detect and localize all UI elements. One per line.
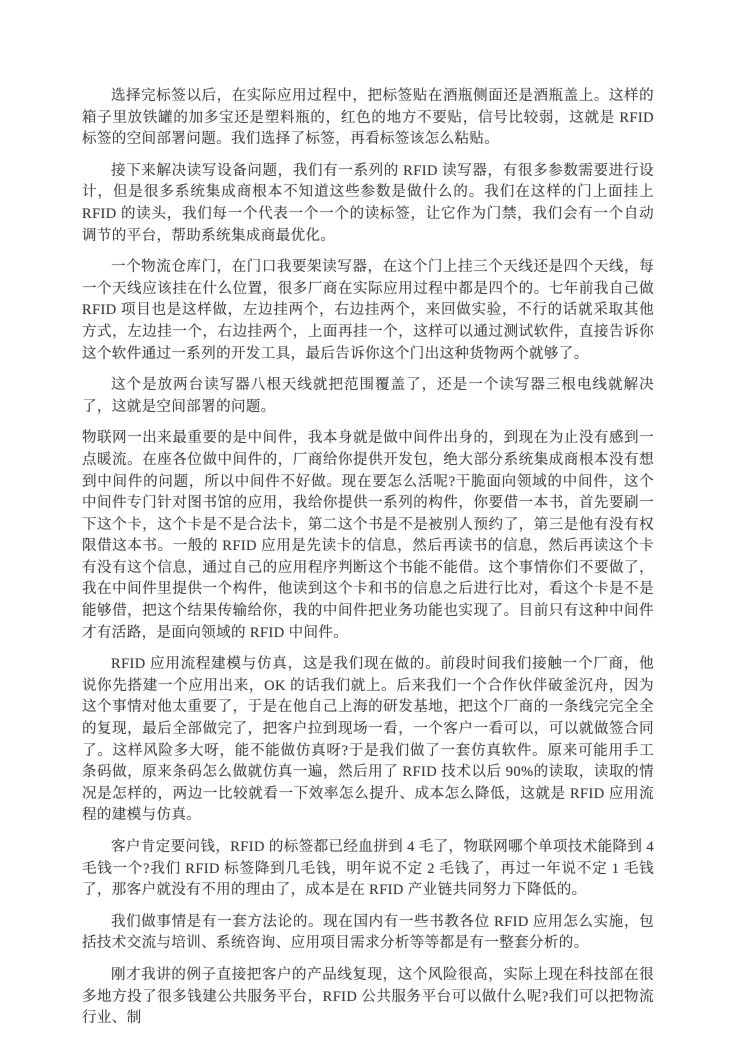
paragraph: 我们做事情是有一套方法论的。现在国内有一些书教各位 RFID 应用怎么实施，包括技术交流与培训、系统咨询、应用项目需求分析等等都是有一整套分析的。 — [82, 913, 654, 952]
document-page — [82, 86, 654, 1030]
paragraph: 物联网一出来最重要的是中间件，我本身就是做中间件出身的，到现在为止没有感到一点暖流。在座各位做中间件的，厂商给你提供开发包，绝大部分系统集成商根本没有想到中间件的问题，所以中间件不好做。现在要怎么活呢?干脆面向领域的中间件，这个中间件专门针对图书馆的应用，我给你提供一系列的构件，你要借一本书，首先要刷一下这个卡，这个卡是不是合法卡，第二这个书是不是被别人预约了，第三是他有没有权限借这本书。一般的 RFID 应用是先读卡的信息，然后再读书的信息，然后再读这个卡有没有这个信息，通过自己的应用程序判断这个书能不能借。这个事情你们不要做了，我在中间件里提供一个构件，他读到这个卡和书的信息之后进行比对，看这个卡是不是能够借，把这个结果传输给你，我的中间件把业务功能也实现了。目前只有这种中间件才有活路，是面向领域的 RFID 中间件。 — [82, 430, 654, 641]
paragraph: 刚才我讲的例子直接把客户的产品线复现，这个风险很高，实际上现在科技部在很多地方投了很多钱建公共服务平台，RFID 公共服务平台可以做什么呢?我们可以把物流行业、制 — [82, 966, 654, 1027]
paragraph: 这个是放两台读写器八根天线就把范围覆盖了，还是一个读写器三根电线就解决了，这就是空间部署的问题。 — [82, 377, 654, 415]
paragraph: 接下来解决读写设备问题，我们有一系列的 RFID 读写器，有很多参数需要进行设计，但是很多系统集成商根本不知道这些参数是做什么的。我们在这样的门上面挂上 RFID 的读头，我们每一个代表一个一个的读标签，让它作为门禁，我们会有一个自动调节的平台，帮助系统集成商最优化。 — [82, 162, 654, 244]
paragraph: 客户肯定要问钱，RFID 的标签都已经血拼到 4 毛了，物联网哪个单项技术能降到 4 毛钱一个?我们 RFID 标签降到几毛钱，明年说不定 2 毛钱了，再过一年说不定 1 毛钱了，那客户就没有不用的理由了，成本是在 RFID 产业链共同努力下降低的。 — [82, 839, 654, 899]
paragraph: 一个物流仓库门，在门口我要架读写器，在这个门上挂三个天线还是四个天线，每一个天线应该挂在什么位置，很多厂商在实际应用过程中都是四个的。七年前我自己做 RFID 项目也是这样做，左边挂两个，右边挂两个，来回做实验，不行的话就采取其他方式，左边挂一个，右边挂两个，上面再挂一个，这样可以通过测试软件，直接告诉你这个软件通过一系列的开发工具，最后告诉你这个门出这种货物两个就够了。 — [82, 259, 654, 362]
paragraph: 选择完标签以后，在实际应用过程中，把标签贴在酒瓶侧面还是酒瓶盖上。这样的箱子里放铁罐的加多宝还是塑料瓶的，红色的地方不要贴，信号比较弱，这就是 RFID 标签的空间部署问题。我们选择了标签，再看标签该怎么粘贴。 — [82, 88, 654, 148]
paragraph: RFID 应用流程建模与仿真，这是我们现在做的。前段时间我们接触一个厂商，他说你先搭建一个应用出来，OK 的话我们就上。后来我们一个合作伙伴破釜沉舟，因为这个事情对他太重要了，于是在他自己上海的研发基地，把这个厂商的一条线完完全全的复现，最后全部做完了，把客户拉到现场一看，一个客户一看可以，可以就做签合同了。这样风险多大呀，能不能做仿真呀?于是我们做了一套仿真软件。原来可能用手工条码做，原来条码怎么做就仿真一遍，然后用了 RFID 技术以后 90%的读取，读取的情况是怎样的，两边一比较就看一下效率怎么提升、成本怎么降低，这就是 RFID 应用流程的建模与仿真。 — [82, 656, 654, 824]
